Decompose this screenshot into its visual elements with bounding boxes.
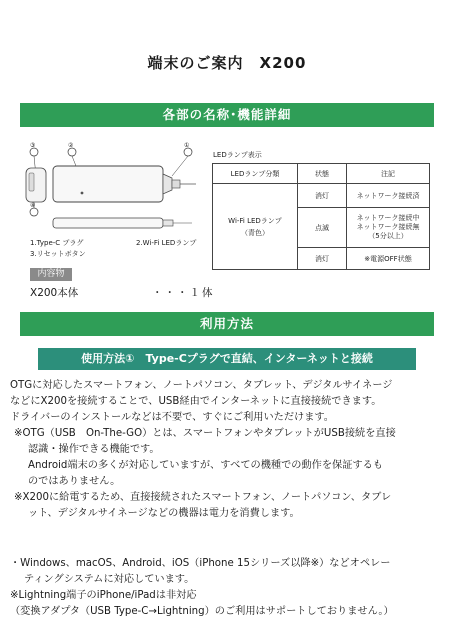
led-status-table xyxy=(212,163,430,270)
body-line-9: ット、デジタルサイネージなどの機器は電力を消費します。 xyxy=(28,508,300,519)
body-line-5: 認識・操作できる機能です。 xyxy=(28,444,160,455)
section-header-usage: 利用方法 xyxy=(20,312,434,336)
led-row3-state: 消灯 xyxy=(298,248,347,270)
led-row2-note-line3: （5分以上） xyxy=(368,232,408,240)
usage-method-1-header: 使用方法① Type-Cプラグで直結、インターネットと接続 xyxy=(38,348,416,370)
callout-3 xyxy=(30,148,38,156)
contents-quantity: ・・・１体 xyxy=(152,287,215,299)
led-header-note: 注記 xyxy=(347,164,430,184)
led-row1-note: ネットワーク接続済 xyxy=(347,184,430,208)
led-category-line2: （青色） xyxy=(241,228,269,237)
body-line-1: OTGに対応したスマートフォン、ノートパソコン、タブレット、デジタルサイネージ xyxy=(10,380,393,391)
led-category-line1: Wi-Fi LEDランプ xyxy=(228,216,282,225)
device-profile-view xyxy=(53,218,192,228)
led-row2-note xyxy=(347,208,430,248)
led-row2-note-line2: ネットワーク接続無 xyxy=(356,223,420,231)
callout-3-number: ③ xyxy=(30,142,36,149)
callout-4-number: ④ xyxy=(30,202,36,209)
callout-4 xyxy=(30,208,38,216)
body-line-11: ティングシステムに対応しています。 xyxy=(24,574,195,585)
section-header-parts: 各部の名称･機能詳細 xyxy=(20,103,434,127)
body-line-2: などにX200を接続することで、USB経由でインターネットに直接接続できます。 xyxy=(10,396,382,407)
callout-1 xyxy=(184,148,192,156)
led-category-cell xyxy=(213,184,298,270)
led-row2-note-line1: ネットワーク接続中 xyxy=(356,214,420,222)
body-line-8: ※X200に給電するため、直接接続されたスマートフォン、ノートパソコン、タブレ xyxy=(14,492,392,503)
callout-2 xyxy=(68,148,76,156)
led-row2-state: 点滅 xyxy=(298,208,347,248)
led-row3-note: ※電源OFF状態 xyxy=(347,248,430,270)
body-line-3: ドライバーのインストールなどは不要で、すぐにご利用いただけます。 xyxy=(10,412,334,423)
led-row1-state: 消灯 xyxy=(298,184,347,208)
led-header-state: 状態 xyxy=(298,164,347,184)
body-line-10: ・Windows、macOS、Android、iOS（iPhone 15シリーズ以降※）などオペレー xyxy=(10,558,391,569)
contents-badge: 内容物 xyxy=(30,268,72,281)
label-type-c: 1.Type-C プラグ xyxy=(30,239,84,247)
device-side-view xyxy=(26,168,46,202)
label-wifi-led: 2.Wi-Fi LEDランプ xyxy=(136,239,197,247)
contents-item: X200本体 xyxy=(30,287,79,299)
label-reset-button: 3.リセットボタン xyxy=(30,250,86,258)
led-header-category: LEDランプ分類 xyxy=(213,164,298,184)
led-table-caption: LEDランプ表示 xyxy=(213,151,262,159)
callout-1-number: ① xyxy=(184,142,190,149)
body-line-6: Android端末の多くが対応していますが、すべての機種での動作を保証するも xyxy=(28,460,383,471)
device-top-view xyxy=(53,166,196,202)
body-line-12: ※Lightning端子のiPhone/iPadは非対応 xyxy=(10,590,197,601)
body-line-13: （変換アダプタ（USB Type-C→Lightning）のご利用はサポートしておりません。） xyxy=(10,606,394,617)
page-title: 端末のご案内 X200 xyxy=(147,54,307,72)
body-line-7: のではありません。 xyxy=(28,476,121,487)
body-line-4: ※OTG（USB On-The-GO）とは、スマートフォンやタブレットがUSB接続を直接 xyxy=(14,428,396,439)
callout-2-number: ② xyxy=(68,142,74,149)
